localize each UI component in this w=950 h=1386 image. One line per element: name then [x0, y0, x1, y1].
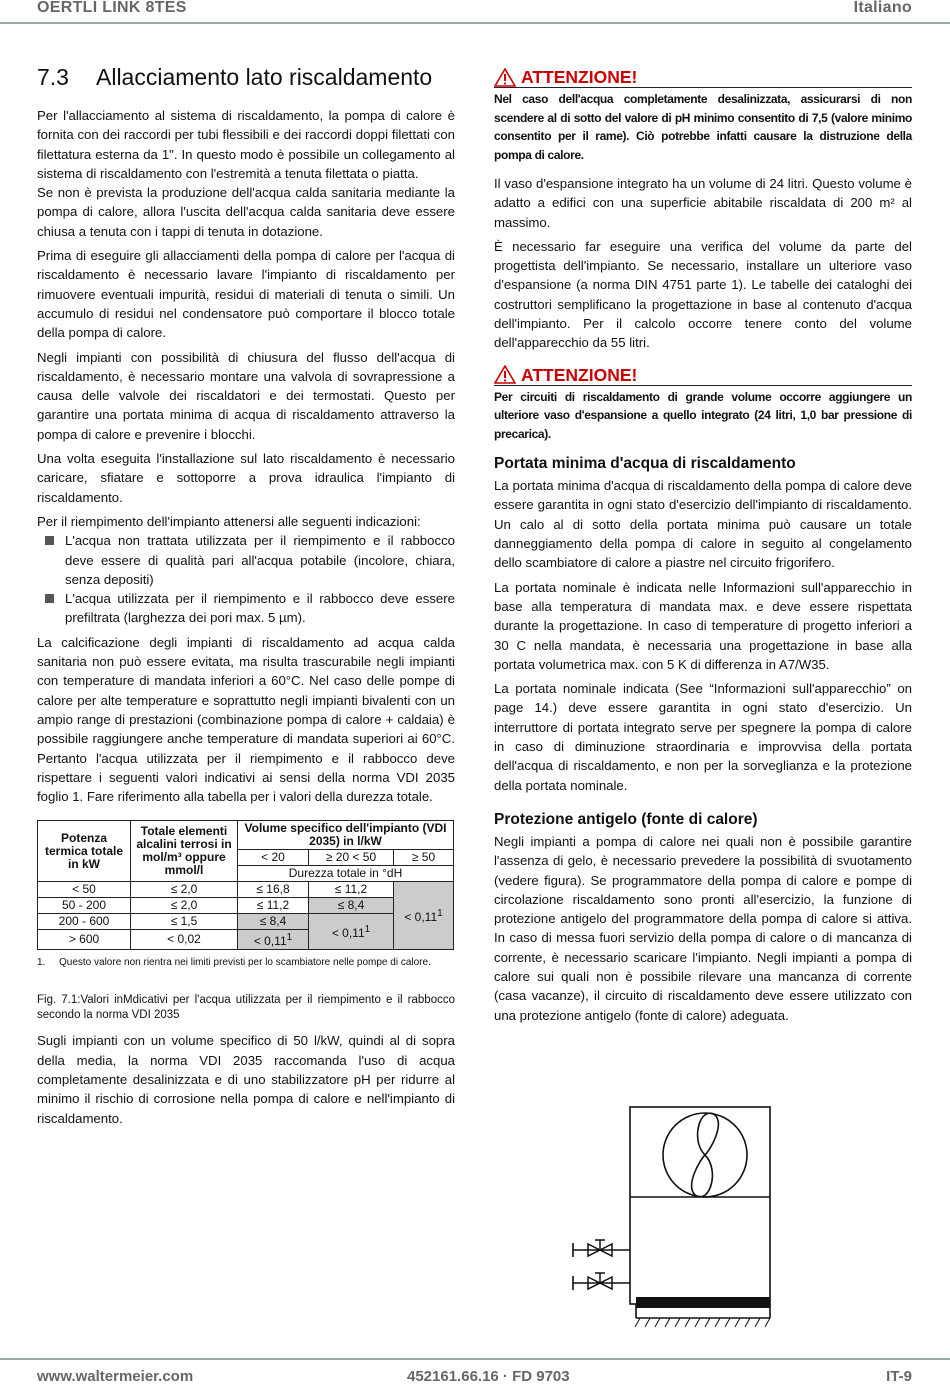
figure-caption: Fig. 7.1:Valori inMdicativi per l'acqua utilizzata per il riempimento e il rabbocco secondo la norma VDI 2035 — [37, 994, 455, 1022]
footer-page: IT-9 — [886, 1368, 912, 1385]
paragraph: La portata minima d'acqua di riscaldamento della pompa di calore deve essere garantita in ogni stato d'esercizio dell'impianto di riscaldamento. Un calo al di sotto della portata minima può causare un totale danneggiamento della pompa di calore in seguito al congelamento dello scambiatore di calore a piastre nel circuito frigorifero. — [494, 478, 912, 571]
paragraph: Negli impianti con possibilità di chiusura del flusso dell'acqua di riscaldamento, è necessario montare una valvola di sovrapressione a causa delle valvole dei riscaldatori e dei termostati. Questo per garantire una portata minima di acqua di riscaldamento attraverso la pompa di calore e prevenire i blocchi. — [37, 349, 455, 442]
merged-cell-v2: < $0,11^1$ — [309, 914, 394, 950]
section-heading — [37, 63, 455, 92]
warning-title: ATTENZIONE! — [521, 67, 638, 87]
paragraph: La portata nominale indicata (See “Informazioni sull'apparecchio” on page 14.) deve essere garantita in ogni stato d'esercizio. Un interruttore di portata integrato serve per spegnere la pompa di calore in caso di diminuzione straordinaria e improvvisa della portata dell'acqua di riscaldamento, e non per la sorveglianza e la protezione della portata nominale. — [494, 681, 912, 793]
subsection-heading: Protezione antigelo (fonte di calore) — [494, 810, 758, 828]
hardness-table — [37, 820, 454, 950]
warning-text: Nel caso dell'acqua completamente desalinizzata, assicurarsi di non scendere al di sotto del valore di pH minimo consentito di 7,5 (valore minimo consentito per il rame). Ciò potrebbe infatti causare la distruzione della pompa di calore. — [494, 87, 912, 164]
page-footer — [0, 1358, 950, 1386]
table-header-col: ≥ 50 — [394, 850, 454, 866]
table-header-power: Potenza termica totale in kW — [38, 821, 131, 882]
paragraph: Prima di eseguire gli allacciamenti della pompa di calore per l'acqua di riscaldamento è necessario lavare l'impianto di riscaldamento per rimuovere eventuali impurità, residui di materiali di tenuta o simili. Un accumulo di residui nel condensatore può comportare il blocco totale della pompa di calore. — [37, 248, 455, 341]
left-column — [37, 63, 455, 1133]
valve-icon — [588, 1273, 612, 1289]
merged-cell-v3: < $0,11^1$ — [394, 882, 454, 950]
table-row: 200 - 600 ≤ 1,5 ≤ 8,4 < $0,11^1$ — [38, 914, 454, 930]
table-header-col: < 20 — [238, 850, 309, 866]
paragraph: È necessario far eseguire una verifica del volume da parte del progettista dell'impianto. Se necessario, installare un ulteriore vaso d'espansione (a norma DIN 4751 parte 1). Le tabelle dei cataloghi dei costruttori semplificano la progettazione in base al contenuto d'acqua dell'impianto. Per il calcolo occorre tenere conto del volume dell'apparecchio da 55 litri. — [494, 238, 912, 351]
square-bullet-icon — [45, 594, 54, 603]
table-header-col: ≥ 20 < 50 — [309, 850, 394, 866]
warning-text: Per circuiti di riscaldamento di grande volume occorre aggiungere un ulteriore vaso d'espansione a quello integrato (24 litri, 1,0 bar pressione di precarica). — [494, 385, 912, 444]
warning-box — [494, 67, 912, 164]
list-item: L'acqua non trattata utilizzata per il riempimento e il rabbocco deve essere di qualità pari all'acqua potabile (incolore, chiara, senza depositi) — [37, 531, 455, 589]
table-header-alkaline: Totale elementi alcalini terrosi in mol/m³ oppure mmol/l — [131, 821, 238, 882]
heat-pump-unit — [630, 1107, 770, 1304]
warning-title: ATTENZIONE! — [521, 364, 638, 385]
list-item: L'acqua utilizzata per il riempimento e il rabbocco deve essere prefiltrata (larghezza dei pori max. 5 µm). — [37, 589, 455, 628]
square-bullet-icon — [45, 536, 54, 545]
fan-blade — [692, 1155, 713, 1197]
drain-diagram — [540, 1105, 780, 1335]
paragraph: Per il riempimento dell'impianto attenersi alle seguenti indicazioni: — [37, 513, 421, 529]
paragraph: Negli impianti a pompa di calore nei quali non è possibile garantire l'assenza di gelo, è necessario prevedere la possibilità di svuotamento (vedere figura). Se programmatore della pompa di calore e pompe di circolazione riscaldamento sono pronti all'esercizio, la funzione di protezione antigelo del programmatore della pompa di calore si attiva. In caso di messa fuori servizio della pompa di calore o di mancanza di corrente, è necessario scaricare l'impianto. Negli impianti a pompa di calore sui quali non è possibile rilevare una mancanza di corrente (casa vacanze), il circuito di riscaldamento deve essere utilizzato con una protezione antigelo (fonte di calore) adeguata. — [494, 833, 912, 1023]
table-row: 50 - 200 ≤ 2,0 ≤ 11,2 ≤ 8,4 — [38, 898, 454, 914]
section-number: 7.3 — [37, 64, 69, 90]
paragraph: La calcificazione degli impianti di riscaldamento ad acqua calda sanitaria non può essere evitata, ma risulta trascurabile negli impianti con temperature di mandata inferiori a 60°C. Nel caso delle pompe di calore per alte temperature e soprattutto negli impianti bivalenti con un ampio range di prestazioni (combinazione pompa di calore + caldaia) è possibile raggiungere anche temperature di mandata superiori ai 60°C. Pertanto l'acqua utilizzata per il riempimento e il rabbocco deve rispettare i seguenti valori indicativi ai sensi della norma VDI 2035 foglio 1. Fare riferimento alla tabella per i valori della durezza totale. — [37, 634, 455, 805]
bullet-list — [37, 531, 455, 627]
paragraph: Se non è prevista la produzione dell'acqua calda sanitaria mediante la pompa di calore, allora l'uscita dell'acqua calda sanitaria deve essere chiusa a tenuta con i tappi di tenuta in dotazione. — [37, 185, 455, 239]
paragraph: La portata nominale è indicata nelle Informazioni sull'apparecchio in base alla temperatura di mandata max. e deve essere rispettata durante la progettazione. In caso di temperature di progetto inferiori a 30 C nella mandata, è necessaria una progettazione in base alla portata volumetrica max. con 5 K di differenza in A7/W35. — [494, 579, 912, 672]
subsection-heading: Portata minima d'acqua di riscaldamento — [494, 455, 796, 473]
base-plate — [636, 1297, 770, 1308]
header-language: Italiano — [853, 0, 912, 16]
header-product: OERTLI LINK 8TES — [37, 0, 187, 16]
paragraph: Una volta eseguita l'installazione sul lato riscaldamento è necessario caricare, sfiatare e sottoporre a prova idraulica l'impianto di riscaldamento. — [37, 451, 455, 505]
warning-icon — [494, 365, 516, 384]
page-header — [0, 0, 950, 24]
paragraph: Il vaso d'espansione integrato ha un volume di 24 litri. Questo volume è adatto a edifici con una superficie abitabile riscaldata di 200 m² al massimo. — [494, 176, 912, 230]
table-row: > 600 < 0,02 < $0,11^1$ — [38, 930, 454, 950]
paragraph: Sugli impianti con un volume specifico di 50 l/kW, quindi al di sopra della media, la norma VDI 2035 raccomanda l'uso di acqua completamente desalinizzata e di uno stabilizzatore pH per ridurre al minimo il rischio di corrosione nella pompa di calore e nell'impianto di riscaldamento. — [37, 1033, 455, 1126]
fan-blade — [698, 1113, 719, 1155]
table-footnote: 1. Questo valore non rientra nei limiti previsti per lo scambiatore nelle pompe di calore. — [37, 957, 431, 969]
section-title: Allacciamento lato riscaldamento — [96, 64, 433, 90]
table-header-volume: Volume specifico dell'impianto (VDI 2035) in l/kW — [238, 821, 454, 850]
footer-docnumber: 452161.66.16 · FD 9703 — [407, 1368, 570, 1385]
table-header-hardness: Durezza totale in °dH — [238, 866, 454, 882]
warning-icon — [494, 68, 516, 87]
footer-website: www.waltermeier.com — [37, 1368, 194, 1385]
right-column — [494, 67, 912, 1030]
paragraph: Per l'allacciamento al sistema di riscaldamento, la pompa di calore è fornita con dei raccordi per tubi flessibili e dei raccordi doppi filettati con filettatura esterna da 1". In questo modo è possibile un collegamento al sistema di riscaldamento con l'estremità a tenuta filettata o piatta. — [37, 108, 455, 181]
warning-box — [494, 365, 912, 444]
table-row: < 50 ≤ 2,0 ≤ 16,8 ≤ 11,2 < $0,11^1$ — [38, 882, 454, 898]
valve-icon — [588, 1240, 612, 1256]
